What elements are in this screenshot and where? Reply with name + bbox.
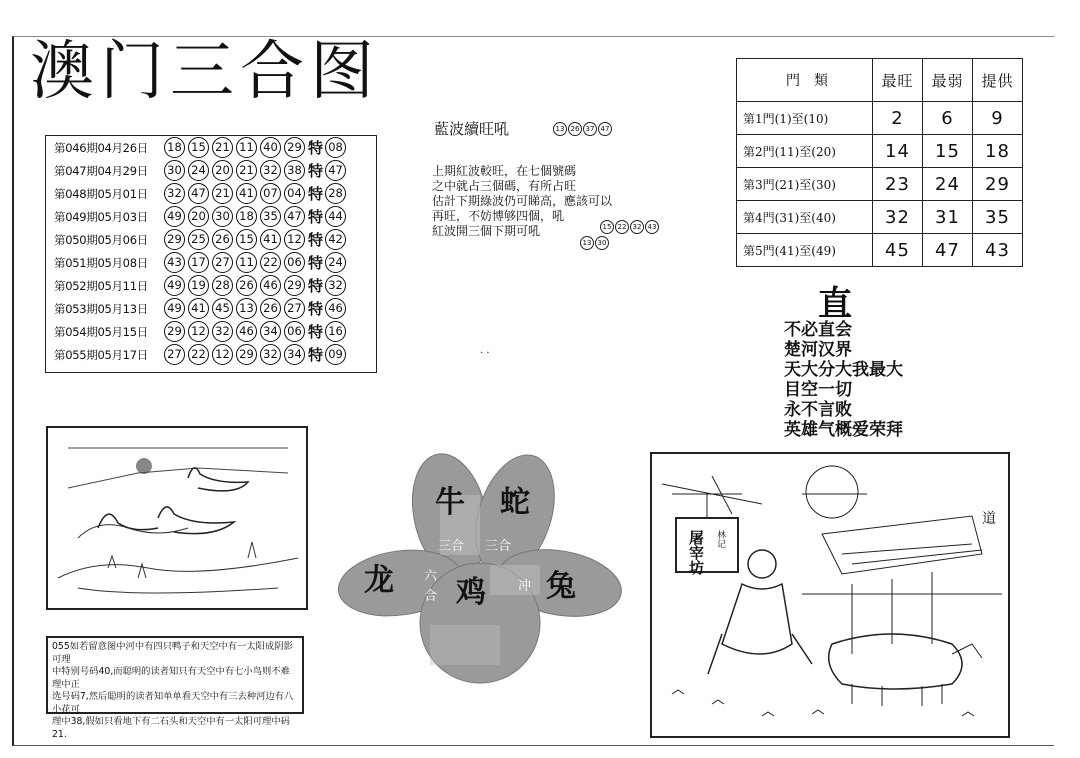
draw-ball: 18 [164, 137, 185, 158]
draw-ball: 11 [236, 252, 257, 273]
zodiac-dragon: 龙 [364, 563, 394, 598]
draw-label: 第051期05月08日 [54, 255, 148, 270]
draw-ball: 49 [164, 275, 185, 296]
riddle-line: 选号码7,然后聪明的读者知单单看天空中有三去种河边有八小花可 [52, 691, 294, 715]
draw-ball: 29 [164, 229, 185, 250]
tema-ball: 47 [325, 160, 346, 181]
draw-ball: 38 [284, 160, 305, 181]
gate-value: 24 [923, 168, 973, 201]
draw-ball: 24 [188, 160, 209, 181]
heading-ball: 26 [568, 122, 582, 136]
para-line: 之中就占三個碼，有所占旺 [432, 179, 577, 193]
draw-ball: 15 [236, 229, 257, 250]
gate-name: 第5門(41)至(49) [737, 234, 873, 267]
butcher-picture [650, 452, 1010, 738]
draw-row [46, 251, 376, 274]
gate-header: 提供 [973, 59, 1023, 102]
poem-title: 直 [818, 284, 852, 324]
draw-ball: 21 [212, 183, 233, 204]
draw-ball: 17 [188, 252, 209, 273]
para-line: 再旺，不妨博够四個，吼 [432, 209, 565, 223]
gate-value: 29 [973, 168, 1023, 201]
draw-label: 第050期05月06日 [54, 232, 148, 247]
tema-label: 特 [308, 277, 324, 295]
draw-ball: 04 [284, 183, 305, 204]
tema-ball: 32 [325, 275, 346, 296]
gate-row [737, 201, 1023, 234]
draw-row [46, 182, 376, 205]
para-ball: 32 [630, 220, 644, 234]
tema-ball: 16 [325, 321, 346, 342]
draw-ball: 47 [284, 206, 305, 227]
draw-ball: 21 [212, 137, 233, 158]
draw-ball: 21 [236, 160, 257, 181]
riddle-box [46, 636, 304, 740]
draw-ball: 40 [260, 137, 281, 158]
draw-ball: 06 [284, 252, 305, 273]
draw-ball: 19 [188, 275, 209, 296]
riddle-line: 055如若留意图中河中有四只鸭子和天空中有一太阳成阴影可理 [52, 641, 293, 665]
road-sign: 道 [982, 511, 996, 527]
draw-ball: 27 [212, 252, 233, 273]
draw-row [46, 343, 376, 366]
para-balls-b [580, 232, 610, 251]
draw-row [46, 136, 376, 159]
page-title: 澳门三合图 [30, 35, 380, 109]
draw-row [46, 320, 376, 343]
draw-ball: 12 [188, 321, 209, 342]
draw-ball: 29 [164, 321, 185, 342]
gate-value: 32 [873, 201, 923, 234]
tema-ball: 44 [325, 206, 346, 227]
draw-ball: 30 [164, 160, 185, 181]
gate-header: 最旺 [873, 59, 923, 102]
tema-label: 特 [308, 231, 324, 249]
draw-ball: 32 [212, 321, 233, 342]
draw-ball: 29 [284, 137, 305, 158]
draw-row [46, 205, 376, 228]
gate-row [737, 135, 1023, 168]
draw-ball: 43 [164, 252, 185, 273]
draw-ball: 28 [212, 275, 233, 296]
draw-label: 第053期05月13日 [54, 301, 148, 316]
draw-ball: 30 [212, 206, 233, 227]
tema-ball: 08 [325, 137, 346, 158]
gate-table [736, 58, 1023, 267]
butcher-sign: 屠宰坊 [687, 530, 705, 575]
gate-value: 23 [873, 168, 923, 201]
tema-label: 特 [308, 323, 324, 341]
draw-ball: 46 [236, 321, 257, 342]
goose-drawing [48, 428, 306, 608]
draw-ball: 34 [284, 344, 305, 365]
heat-heading: 藍波續旺吼 [434, 120, 510, 138]
he-label: 合 [424, 589, 438, 604]
para-ball: 30 [595, 236, 609, 250]
draw-row [46, 159, 376, 182]
zodiac-rabbit: 兔 [546, 569, 576, 604]
draw-ball: 35 [260, 206, 281, 227]
draw-ball: 27 [284, 298, 305, 319]
tema-label: 特 [308, 300, 324, 318]
draw-ball: 27 [164, 344, 185, 365]
gate-value: 31 [923, 201, 973, 234]
draw-label: 第048期05月01日 [54, 186, 148, 201]
tema-label: 特 [308, 162, 324, 180]
poem-lines [784, 320, 903, 440]
draw-label: 第052期05月11日 [54, 278, 148, 293]
gate-name: 第1門(1)至(10) [737, 102, 873, 135]
gate-value: 6 [923, 102, 973, 135]
draw-label: 第055期05月17日 [54, 347, 148, 362]
butcher-sign-small: 林记 [715, 530, 725, 548]
zodiac-flower [340, 455, 620, 695]
sanhe-label-2: 三合 [485, 539, 512, 554]
draw-row [46, 297, 376, 320]
zodiac-snake: 蛇 [500, 485, 530, 520]
riddle-line: 理中38,假如只看地下有二石头和天空中有一太阳可理中码21. [52, 716, 290, 740]
para-line: 上期紅波較旺，在七個號碼 [432, 164, 577, 178]
poem-line: 楚河汉界 [784, 340, 852, 360]
sanhe-label-1: 三合 [438, 539, 465, 554]
riddle-line: 中特别号码40,而聪明的读者知只有天空中有七小鸟则不难理中正 [52, 666, 290, 690]
draw-label: 第047期04月29日 [54, 163, 148, 178]
draw-ball: 45 [212, 298, 233, 319]
draw-ball: 18 [236, 206, 257, 227]
draw-ball: 11 [236, 137, 257, 158]
draw-ball: 22 [260, 252, 281, 273]
butcher-drawing [652, 454, 1008, 736]
para-ball: 43 [645, 220, 659, 234]
poem-line: 不必直会 [784, 320, 852, 340]
draw-ball: 41 [188, 298, 209, 319]
draw-row [46, 228, 376, 251]
draw-ball: 49 [164, 298, 185, 319]
tema-ball: 46 [325, 298, 346, 319]
para-ball: 15 [600, 220, 614, 234]
gate-row [737, 234, 1023, 267]
draw-ball: 26 [260, 298, 281, 319]
liu-label: 六 [424, 569, 438, 584]
poem-line: 英雄气概爱荣拜 [784, 420, 903, 440]
draw-ball: 46 [260, 275, 281, 296]
poem-line: 目空一切 [784, 380, 852, 400]
gate-header: 門 類 [737, 59, 873, 102]
gate-value: 15 [923, 135, 973, 168]
draw-ball: 07 [260, 183, 281, 204]
gate-name: 第3門(21)至(30) [737, 168, 873, 201]
para-ball: 13 [580, 236, 594, 250]
draw-ball: 12 [212, 344, 233, 365]
gate-value: 43 [973, 234, 1023, 267]
gate-value: 47 [923, 234, 973, 267]
para-line: 紅波開三個下期可吼 [432, 224, 541, 238]
tema-ball: 42 [325, 229, 346, 250]
draw-ball: 26 [212, 229, 233, 250]
tema-ball: 24 [325, 252, 346, 273]
draw-ball: 47 [188, 183, 209, 204]
draw-ball: 15 [188, 137, 209, 158]
tema-ball: 09 [325, 344, 346, 365]
gate-header: 最弱 [923, 59, 973, 102]
draw-ball: 29 [284, 275, 305, 296]
draw-ball: 13 [236, 298, 257, 319]
tema-label: 特 [308, 208, 324, 226]
tema-label: 特 [308, 185, 324, 203]
draw-label: 第046期04月26日 [54, 140, 148, 155]
gate-name: 第2門(11)至(20) [737, 135, 873, 168]
draw-results-table [45, 135, 377, 373]
tema-label: 特 [308, 346, 324, 364]
tema-label: 特 [308, 139, 324, 157]
draw-ball: 41 [236, 183, 257, 204]
gate-value: 14 [873, 135, 923, 168]
draw-ball: 32 [260, 344, 281, 365]
poem-line: 天大分大我最大 [784, 360, 903, 380]
gate-row [737, 102, 1023, 135]
draw-ball: 41 [260, 229, 281, 250]
draw-ball: 32 [260, 160, 281, 181]
poem-line: 永不言败 [784, 400, 852, 420]
gate-value: 2 [873, 102, 923, 135]
heading-ball: 37 [583, 122, 597, 136]
draw-label: 第054期05月15日 [54, 324, 148, 339]
gate-row [737, 168, 1023, 201]
draw-ball: 06 [284, 321, 305, 342]
gate-value: 35 [973, 201, 1023, 234]
goose-picture [46, 426, 308, 610]
draw-ball: 34 [260, 321, 281, 342]
draw-ball: 49 [164, 206, 185, 227]
chong-label: 冲 [518, 579, 532, 594]
draw-ball: 12 [284, 229, 305, 250]
gate-name: 第4門(31)至(40) [737, 201, 873, 234]
heading-ball: 47 [598, 122, 612, 136]
draw-ball: 20 [212, 160, 233, 181]
zodiac-rooster: 鸡 [456, 575, 486, 610]
draw-ball: 20 [188, 206, 209, 227]
tema-ball: 28 [325, 183, 346, 204]
dots: . . [480, 345, 490, 356]
draw-label: 第049期05月03日 [54, 209, 148, 224]
draw-ball: 25 [188, 229, 209, 250]
para-line: 估計下期綠波仍可睇高，應該可以 [432, 194, 613, 208]
draw-ball: 26 [236, 275, 257, 296]
gate-value: 18 [973, 135, 1023, 168]
gate-value: 45 [873, 234, 923, 267]
zodiac-ox: 牛 [435, 485, 465, 520]
para-ball: 22 [615, 220, 629, 234]
draw-ball: 32 [164, 183, 185, 204]
gate-value: 9 [973, 102, 1023, 135]
tema-label: 特 [308, 254, 324, 272]
draw-ball: 22 [188, 344, 209, 365]
draw-ball: 29 [236, 344, 257, 365]
heading-ball: 13 [553, 122, 567, 136]
heat-heading-balls [553, 118, 613, 137]
draw-row [46, 274, 376, 297]
